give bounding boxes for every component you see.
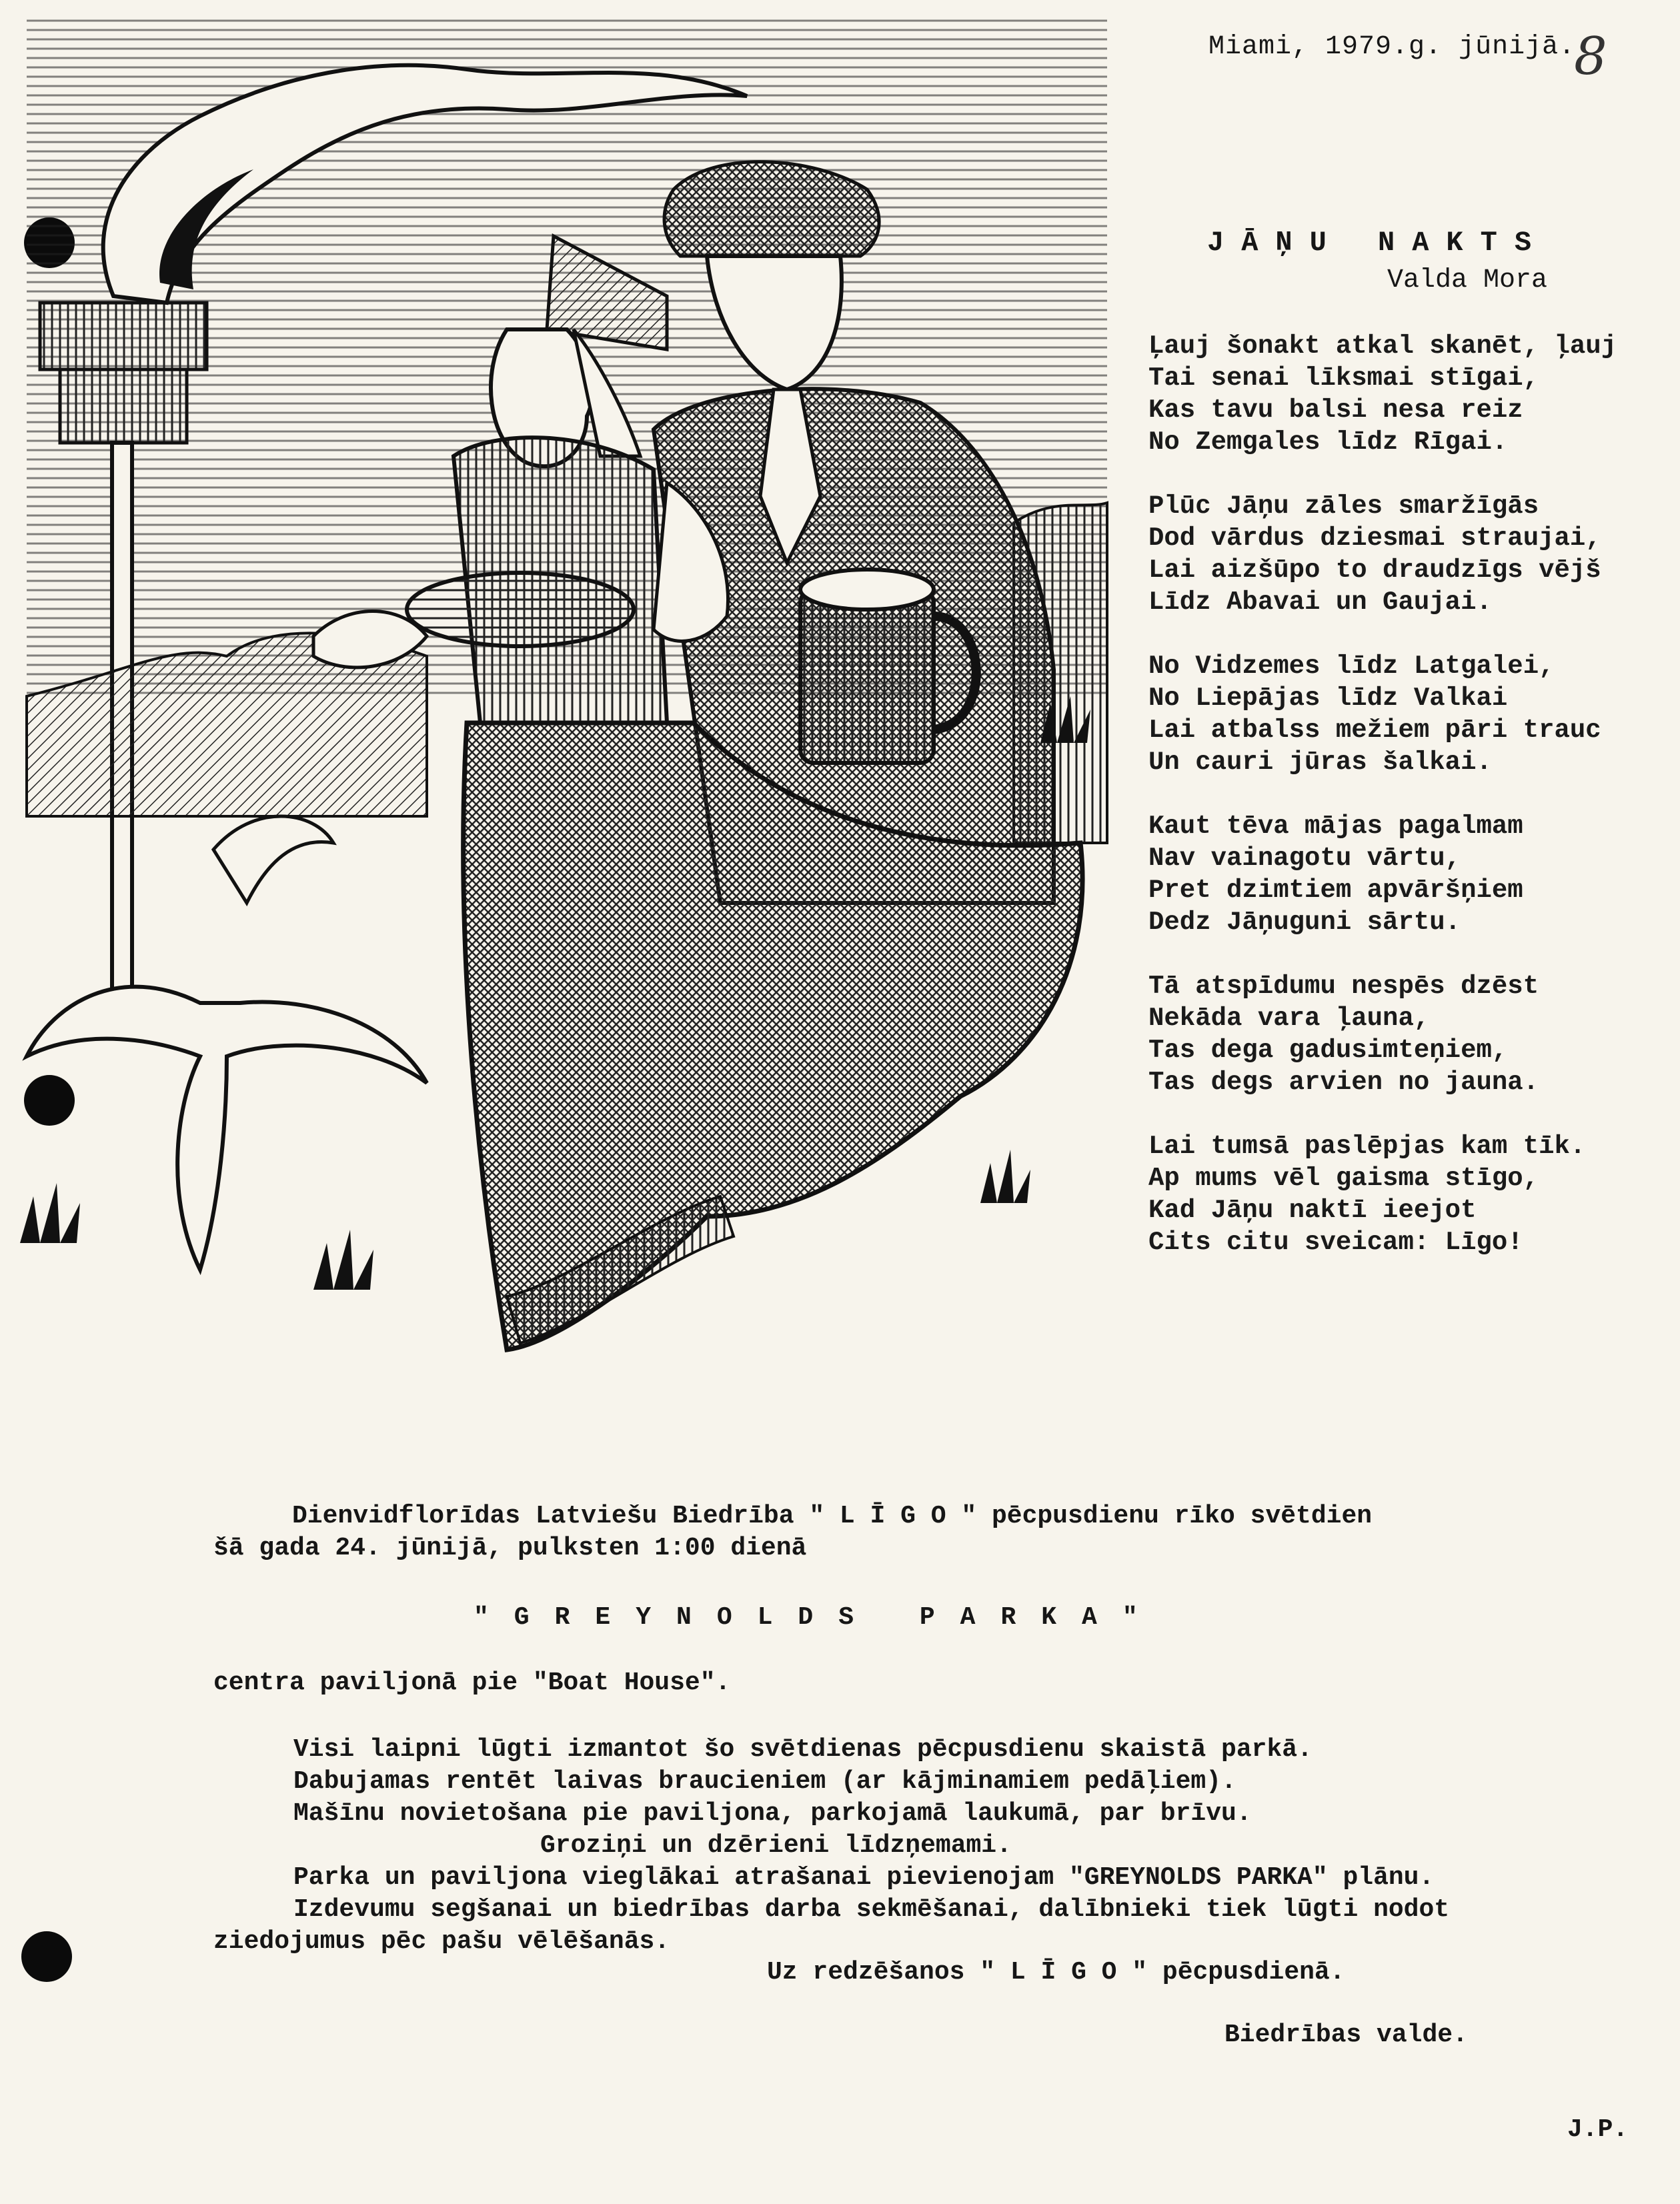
poem-author: Valda Mora [1387,265,1548,295]
poem-line: Cits citu sveicam: Līgo! [1148,1228,1523,1257]
poem-line: Līdz Abavai un Gaujai. [1148,588,1492,617]
poem-line: Tā atspīdumu nespēs dzēst [1148,972,1539,1001]
poem-line: Kad Jāņu naktī ieejot [1148,1196,1477,1225]
binder-hole-bottom [21,1931,72,1982]
poem-line: Tai senai līksmai stīgai, [1148,363,1539,393]
page-number: 8 [1574,27,1607,87]
poem-line: Kaut tēva mājas pagalmam [1148,812,1523,841]
poem-body [1148,330,1669,1290]
announcement-intro [213,1500,1581,1564]
poem-line: Dedz Jāņuguni sārtu. [1148,908,1461,937]
poem-line: Pret dzimtiem apvāršņiem [1148,876,1523,905]
detail-line: Mašīnu novietošana pie paviljona, parkojamā laukumā, par brīvu. [293,1799,1252,1828]
poem-line: Dod vārdus dziesmai straujai, [1148,523,1601,553]
poem-line: No Zemgales līdz Rīgai. [1148,427,1508,457]
poem-line: Kas tavu balsi nesa reiz [1148,395,1523,425]
signature: Biedrības valde. [1224,2021,1468,2049]
detail-line: ziedojumus pēc pašu vēlēšanās. [213,1927,670,1956]
poem-line: Un cauri jūras šalkai. [1148,748,1492,777]
detail-line: Visi laipni lūgti izmantot šo svētdienas pēcpusdienu skaistā parkā. [293,1735,1313,1764]
poem-line: Ļauj šonakt atkal skanēt, ļauj [1148,331,1617,361]
folk-couple-illustration [0,16,1127,1370]
stanza-1 [1148,330,1669,458]
document-date: Miami, 1979.g. jūnijā. [1208,32,1576,62]
stanza-3 [1148,650,1669,778]
poem-line: Nekāda vara ļauna, [1148,1004,1430,1033]
location-line: centra paviljonā pie "Boat House". [213,1669,731,1697]
stanza-5 [1148,970,1669,1098]
poem-line: Lai atbalss mežiem pāri trauc [1148,716,1601,745]
detail-line: Izdevumu segšanai un biedrības darba sekmēšanai, dalībnieki tiek lūgti nodot [293,1895,1450,1924]
announcement-line-2: šā gada 24. jūnijā, pulksten 1:00 dienā [213,1534,807,1562]
poem-line: Tas dega gadusimteņiem, [1148,1036,1508,1065]
farewell-line: Uz redzēšanos " L Ī G O " pēcpusdienā. [767,1958,1345,1987]
poem-line: Lai aizšūpo to draudzīgs vējš [1148,556,1601,585]
poem-line: No Vidzemes līdz Latgalei, [1148,652,1555,681]
poem-line: Lai tumsā paslēpjas kam tīk. [1148,1132,1586,1161]
announcement-details [213,1734,1561,1958]
poem-line: Nav vainagotu vārtu, [1148,844,1461,873]
poem-title: JĀŅU NAKTS [1207,227,1549,259]
park-name-heading: "GREYNOLDS PARKA" [474,1603,1163,1632]
poem-line: No Liepājas līdz Valkai [1148,684,1508,713]
detail-line: Dabujamas rentēt laivas braucieniem (ar kājminamiem pedāļiem). [293,1767,1236,1796]
stanza-6 [1148,1130,1669,1258]
detail-line: Parka un paviljona vieglākai atrašanai pievienojam "GREYNOLDS PARKA" plānu. [293,1863,1435,1892]
poem-line: Tas degs arvien no jauna. [1148,1068,1539,1097]
poem-line: Plūc Jāņu zāles smaržīgās [1148,491,1539,521]
announcement-line-1: Dienvidflorīdas Latviešu Biedrība " L Ī G O " pēcpusdienu rīko svētdien [292,1502,1373,1530]
poem-line: Ap mums vēl gaisma stīgo, [1148,1164,1539,1193]
stanza-2 [1148,490,1669,618]
stanza-4 [1148,810,1669,938]
author-initials: J.P. [1567,2115,1629,2144]
detail-line: Groziņi un dzērieni līdzņemami. [540,1831,1012,1860]
